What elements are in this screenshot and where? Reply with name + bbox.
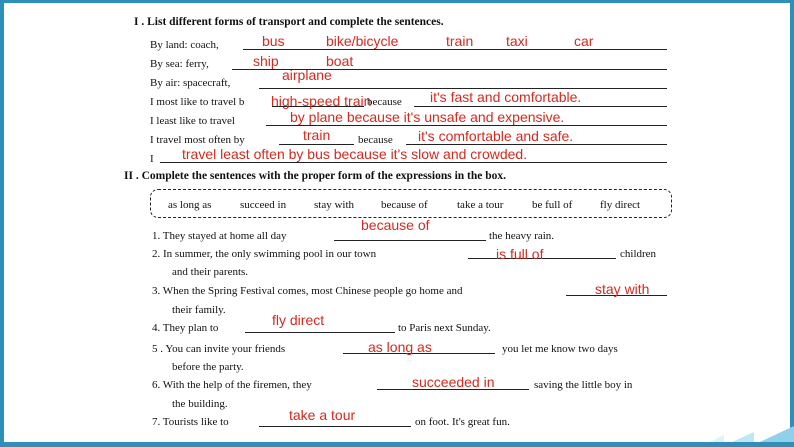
answer-land-2: bike/bicycle: [326, 33, 399, 49]
bottom-frame-bar: [0, 442, 794, 447]
box-expression-3: stay with: [314, 199, 355, 211]
question-4-end: to Paris next Sunday.: [398, 322, 491, 334]
question-4: 4. They plan to: [152, 322, 219, 334]
answer-q1: because of: [361, 217, 430, 233]
part2-heading: II . Complete the sentences with the proper form of the expressions in the box.: [124, 170, 507, 182]
because-label: because: [367, 96, 402, 108]
box-expression-4: because of: [381, 199, 428, 211]
right-frame-bar: [790, 0, 794, 447]
question-5-cont: before the party.: [172, 361, 244, 373]
corner-decoration: [710, 435, 724, 442]
question-6-cont: the building.: [172, 398, 228, 410]
sentence-air: By air: spacecraft,: [150, 77, 231, 89]
question-3: 3. When the Spring Festival comes, most Chinese people go home and: [152, 285, 463, 297]
corner-decoration: [760, 426, 794, 442]
question-2: 2. In summer, the only swimming pool in our town: [152, 248, 377, 260]
answer-most-like: high-speed train: [271, 93, 372, 109]
answer-least-often: travel least often by bus because it's slow and crowded.: [182, 146, 528, 162]
question-7-end: on foot. It's great fun.: [415, 416, 510, 428]
question-5: 5 . You can invite your friends: [152, 343, 286, 355]
answer-most-often: train: [303, 127, 331, 143]
answer-land-1: bus: [262, 33, 285, 49]
question-1: 1. They stayed at home all day: [152, 230, 287, 242]
answer-land-3: train: [446, 33, 474, 49]
sentence-sea: By sea: ferry,: [150, 58, 209, 70]
part1-heading: I . List different forms of transport and complete the sentences.: [134, 16, 444, 28]
answer-sea-2: boat: [326, 53, 354, 69]
answer-line: [266, 125, 667, 126]
box-expression-6: be full of: [532, 199, 573, 211]
sentence-land: By land: coach,: [150, 39, 219, 51]
answer-q2: is full of: [496, 246, 544, 262]
question-3-cont: their family.: [172, 304, 226, 316]
answer-q5: as long as: [368, 339, 432, 355]
question-2-cont: and their parents.: [172, 266, 249, 278]
corner-decoration: [732, 432, 754, 442]
answer-sea-1: ship: [253, 53, 279, 69]
question-5-end: you let me know two days: [502, 343, 618, 355]
answer-most-like-reason: it's fast and comfortable.: [430, 89, 582, 105]
question-1-end: the heavy rain.: [489, 230, 555, 242]
question-6-end: saving the little boy in: [534, 379, 633, 391]
answer-line: [245, 332, 395, 333]
left-frame-bar: [0, 0, 4, 447]
because-label: because: [358, 134, 393, 146]
answer-q3: stay with: [595, 281, 650, 297]
question-6: 6. With the help of the firemen, they: [152, 379, 312, 391]
question-2-end: children: [620, 248, 657, 260]
answer-q7: take a tour: [289, 407, 356, 423]
sentence-least-like: I least like to travel: [150, 115, 235, 127]
top-frame-bar: [0, 0, 794, 8]
box-expression-7: fly direct: [600, 199, 641, 211]
box-expression-2: succeed in: [240, 199, 287, 211]
answer-q4: fly direct: [272, 312, 325, 328]
question-7: 7. Tourists like to: [152, 416, 229, 428]
answer-line: [406, 144, 667, 145]
box-expression-5: take a tour: [457, 199, 504, 211]
answer-land-4: taxi: [506, 33, 528, 49]
answer-line: [160, 162, 667, 163]
answer-least-like: by plane because it's unsafe and expensive.: [290, 109, 565, 125]
answer-line: [243, 49, 667, 50]
sentence-most-often: I travel most often by: [150, 134, 245, 146]
answer-most-often-reason: it's comfortable and safe.: [418, 128, 574, 144]
box-expression-1: as long as: [168, 199, 212, 211]
answer-line: [259, 426, 411, 427]
answer-air-1: airplane: [282, 67, 332, 83]
answer-land-5: car: [574, 33, 594, 49]
sentence-least-often: I: [150, 153, 154, 165]
answer-q6: succeeded in: [412, 374, 495, 390]
answer-line: [334, 240, 486, 241]
sentence-most-like: I most like to travel b: [150, 96, 245, 108]
answer-line: [279, 144, 354, 145]
answer-line: [414, 106, 667, 107]
